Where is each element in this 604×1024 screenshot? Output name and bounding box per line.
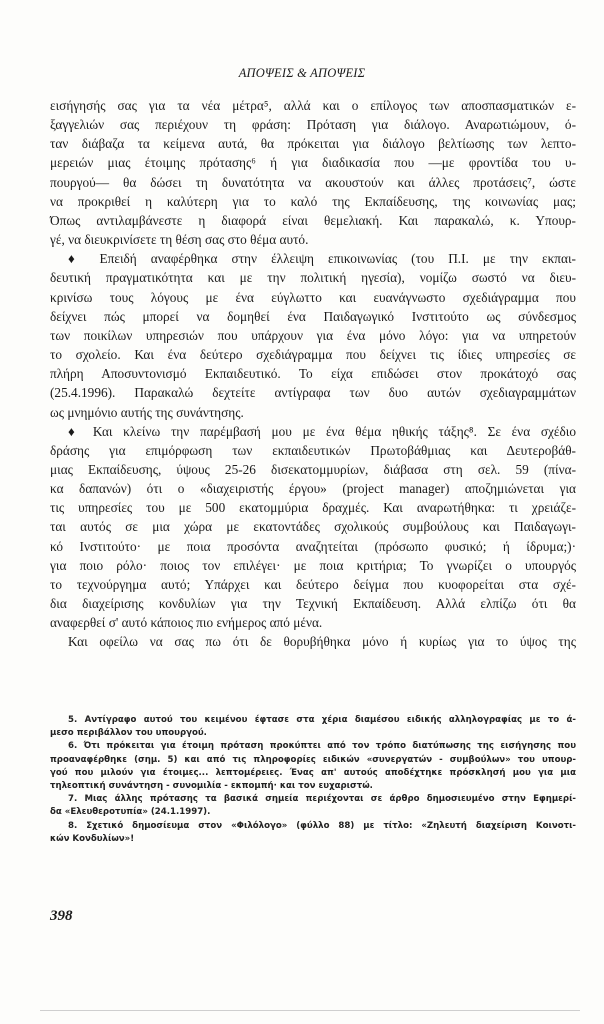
text-line: ταν διάβαζα τα κείμενα αυτά, θα πρόκειται για διάλογο βελτίωσης των λεπτο- (50, 136, 576, 152)
footnote-6 (50, 740, 576, 793)
footnote-7 (50, 793, 576, 819)
text-line: ♦ Και κλείνω την παρέμβασή μου με ένα θέμα ηθικής τάξης⁸. Σε ένα σχέδιο (68, 423, 576, 439)
text-line: δευτική πραγματικότητα και με την πολιτική ηγεσία), νομίζω σωστό να διευ- (50, 270, 576, 286)
text-line: δια διαχείρισης κονδυλίων για την Τεχνική Εκπαίδευση. Αλλά ελπίζω ότι θα (50, 596, 576, 612)
paragraph (50, 441, 576, 633)
footnote-line: 7. Μιας άλλης πρότασης τα βασικά σημεία περιέχονται σε άρθρο δημοσιευμένο στην Εφημερί- (68, 794, 576, 805)
footnote-line: τηλεοπτική συνάντηση - συνομιλία - εκπομπή· και τον ευχαριστώ. (50, 781, 373, 792)
footnote-line: 5. Αντίγραφο αυτού του κειμένου έφτασε στα χέρια διαμέσου ειδικής αλληλογραφίας με το ά- (68, 715, 576, 725)
text-line: δείχνει πώς μπορεί να δομηθεί ένα Παιδαγωγικό Ινστιτούτο ως σύνδεσμος (50, 308, 576, 324)
running-header: ΑΠΟΨΕΙΣ & ΑΠΟΨΕΙΣ (238, 66, 366, 80)
paragraph (50, 268, 576, 421)
text-line: να προκριθεί η καλύτερη για το καλό της Εκπαίδευσης, της κοινωνίας μας; (50, 193, 576, 209)
footnote-line: προαναφέρθηκε (σημ. 5) και από τις πληροφορίες ειδικών «συνεργατών - συμβούλων» του υπουρ- (50, 754, 576, 765)
main-text (50, 96, 576, 652)
text-line: πλήρη Αποσυντονισμό Εκπαιδευτικό. Το είχα επιδώσει στον προκάτοχό σας (50, 366, 576, 382)
text-line: δράσης για επιμόρφωση των εκπαιδευτικών Πρωτοβάθμιας και Δευτεροβάθ- (50, 442, 576, 458)
text-line: γέ, να διευκρινίσετε τη θέση σας στο θέμα αυτό. (50, 232, 309, 248)
footnote-5 (50, 714, 576, 740)
paragraph (50, 249, 576, 268)
footnote-line: μεσο περιβάλλον του υπουργού. (50, 728, 207, 739)
text-line: εισήγησής σας για τα νέα μέτρα⁵, αλλά και ο επίλογος των αποσπασματικών ε- (50, 98, 576, 113)
text-line: αναφερθεί σ' αυτό κάποιος πιο ενήμερος από μένα. (50, 615, 323, 631)
footnote-line: 6. Ότι πρόκειται για έτοιμη πρόταση προκύπτει από τον τρόπο διατύπωσης της εισήγησης που (68, 741, 576, 752)
scan-edge-divider (40, 1010, 580, 1011)
text-line: τις υπηρεσίες του με 500 εκατομμύρια δραχμές. Και αναρωτήθηκα: τι χρειάζε- (50, 500, 576, 516)
text-line: μερειών μιας έτοιμης πρότασης⁶ ή για διαδικασία που —με φροντίδα του υ- (50, 155, 576, 171)
text-line: το τεχνούργημα αυτό; Υπάρχει και δεύτερο δείγμα που κυοφορείται στα σχέ- (50, 576, 576, 592)
text-line: το σχολείο. Και ένα δεύτερο σχεδιάγραμμα που δείχνει τις ίδιες υπηρεσίες σε (50, 347, 576, 363)
paragraph (50, 422, 576, 441)
paragraph (50, 632, 576, 651)
text-line: Και οφείλω να σας πω ότι δε θορυβήθηκα μόνο ή κυρίως για το ύψος της (68, 634, 576, 650)
footnote-line: κών Κονδυλίων»! (50, 833, 135, 844)
paragraph (50, 96, 576, 249)
text-line: (25.4.1996). Παρακαλώ δεχτείτε αντίγραφα των δυο αυτών σχεδιαγραμμάτων (50, 385, 576, 401)
footnote-line: 8. Σχετικό δημοσίευμα στον «Φιλόλογο» (φύλλο 88) με τίτλο: «Ζηλευτή διαχείριση Κοινοτι- (68, 820, 576, 831)
text-line: Όπως αντιλαμβάνεστε η διαφορά είναι θεμελιακή. Και παρακαλώ, κ. Υπουρ- (50, 212, 576, 228)
footnote-line: δα «Ελευθεροτυπία» (24.1.1997). (50, 807, 211, 818)
footnote-line: γού που μιλούν για έτοιμες... λεπτομέρειες. Ένας απ' αυτούς αποδέχτηκε πρόσκλησή μου για μια (50, 767, 576, 778)
text-line: για ποιο ρόλο· ποιος τον επιλέγει· με ποια κριτήρια; Το γνωρίζει ο υπουργός (50, 557, 576, 573)
text-line: κό Ινστιτούτο· με ποια προσόντα αναζητείται (πρόσωπο φυσικό; ή ίδρυμα;)· (50, 538, 576, 554)
text-line: των ποικίλων υπηρεσιών που υπάρχουν για ένα μόνο λόγο: για να υπηρετούν (50, 327, 576, 343)
text-line: κρινίσω τους λόγους με ένα εύγλωττο και ευανάγνωστο σχεδιάγραμμα που (50, 289, 576, 305)
page-number: 398 (50, 908, 73, 924)
text-line: ται αυτός σε μια χώρα με εκατοντάδες σχολικούς συμβούλους και Παιδαγωγι- (50, 519, 576, 535)
text-line: ως μνημόνιο αυτής της συνάντησης. (50, 404, 244, 420)
footnote-8 (50, 820, 576, 846)
text-line: κα δαπανών) ότι ο «διαχειριστής έργου» (project manager) αποζημιώνεται για (50, 481, 576, 497)
text-line: μιας Εκπαίδευσης, ύψους 25-26 δισεκατομμυρίων, διάβασα στη σελ. 59 (πίνα- (50, 461, 576, 477)
text-line: ξαγγελιών σας περιέχουν τη φράση: Πρόταση για διάλογο. Αναρωτιώμουν, ό- (50, 117, 576, 133)
footnotes (50, 714, 576, 846)
text-line: ♦ Επειδή αναφέρθηκα στην έλλειψη επικοινωνίας (του Π.Ι. με την εκπαι- (68, 251, 576, 267)
text-line: πουργού— θα δώσει τη δυνατότητα να ακουστούν και άλλες προτάσεις⁷, ώστε (50, 174, 576, 190)
